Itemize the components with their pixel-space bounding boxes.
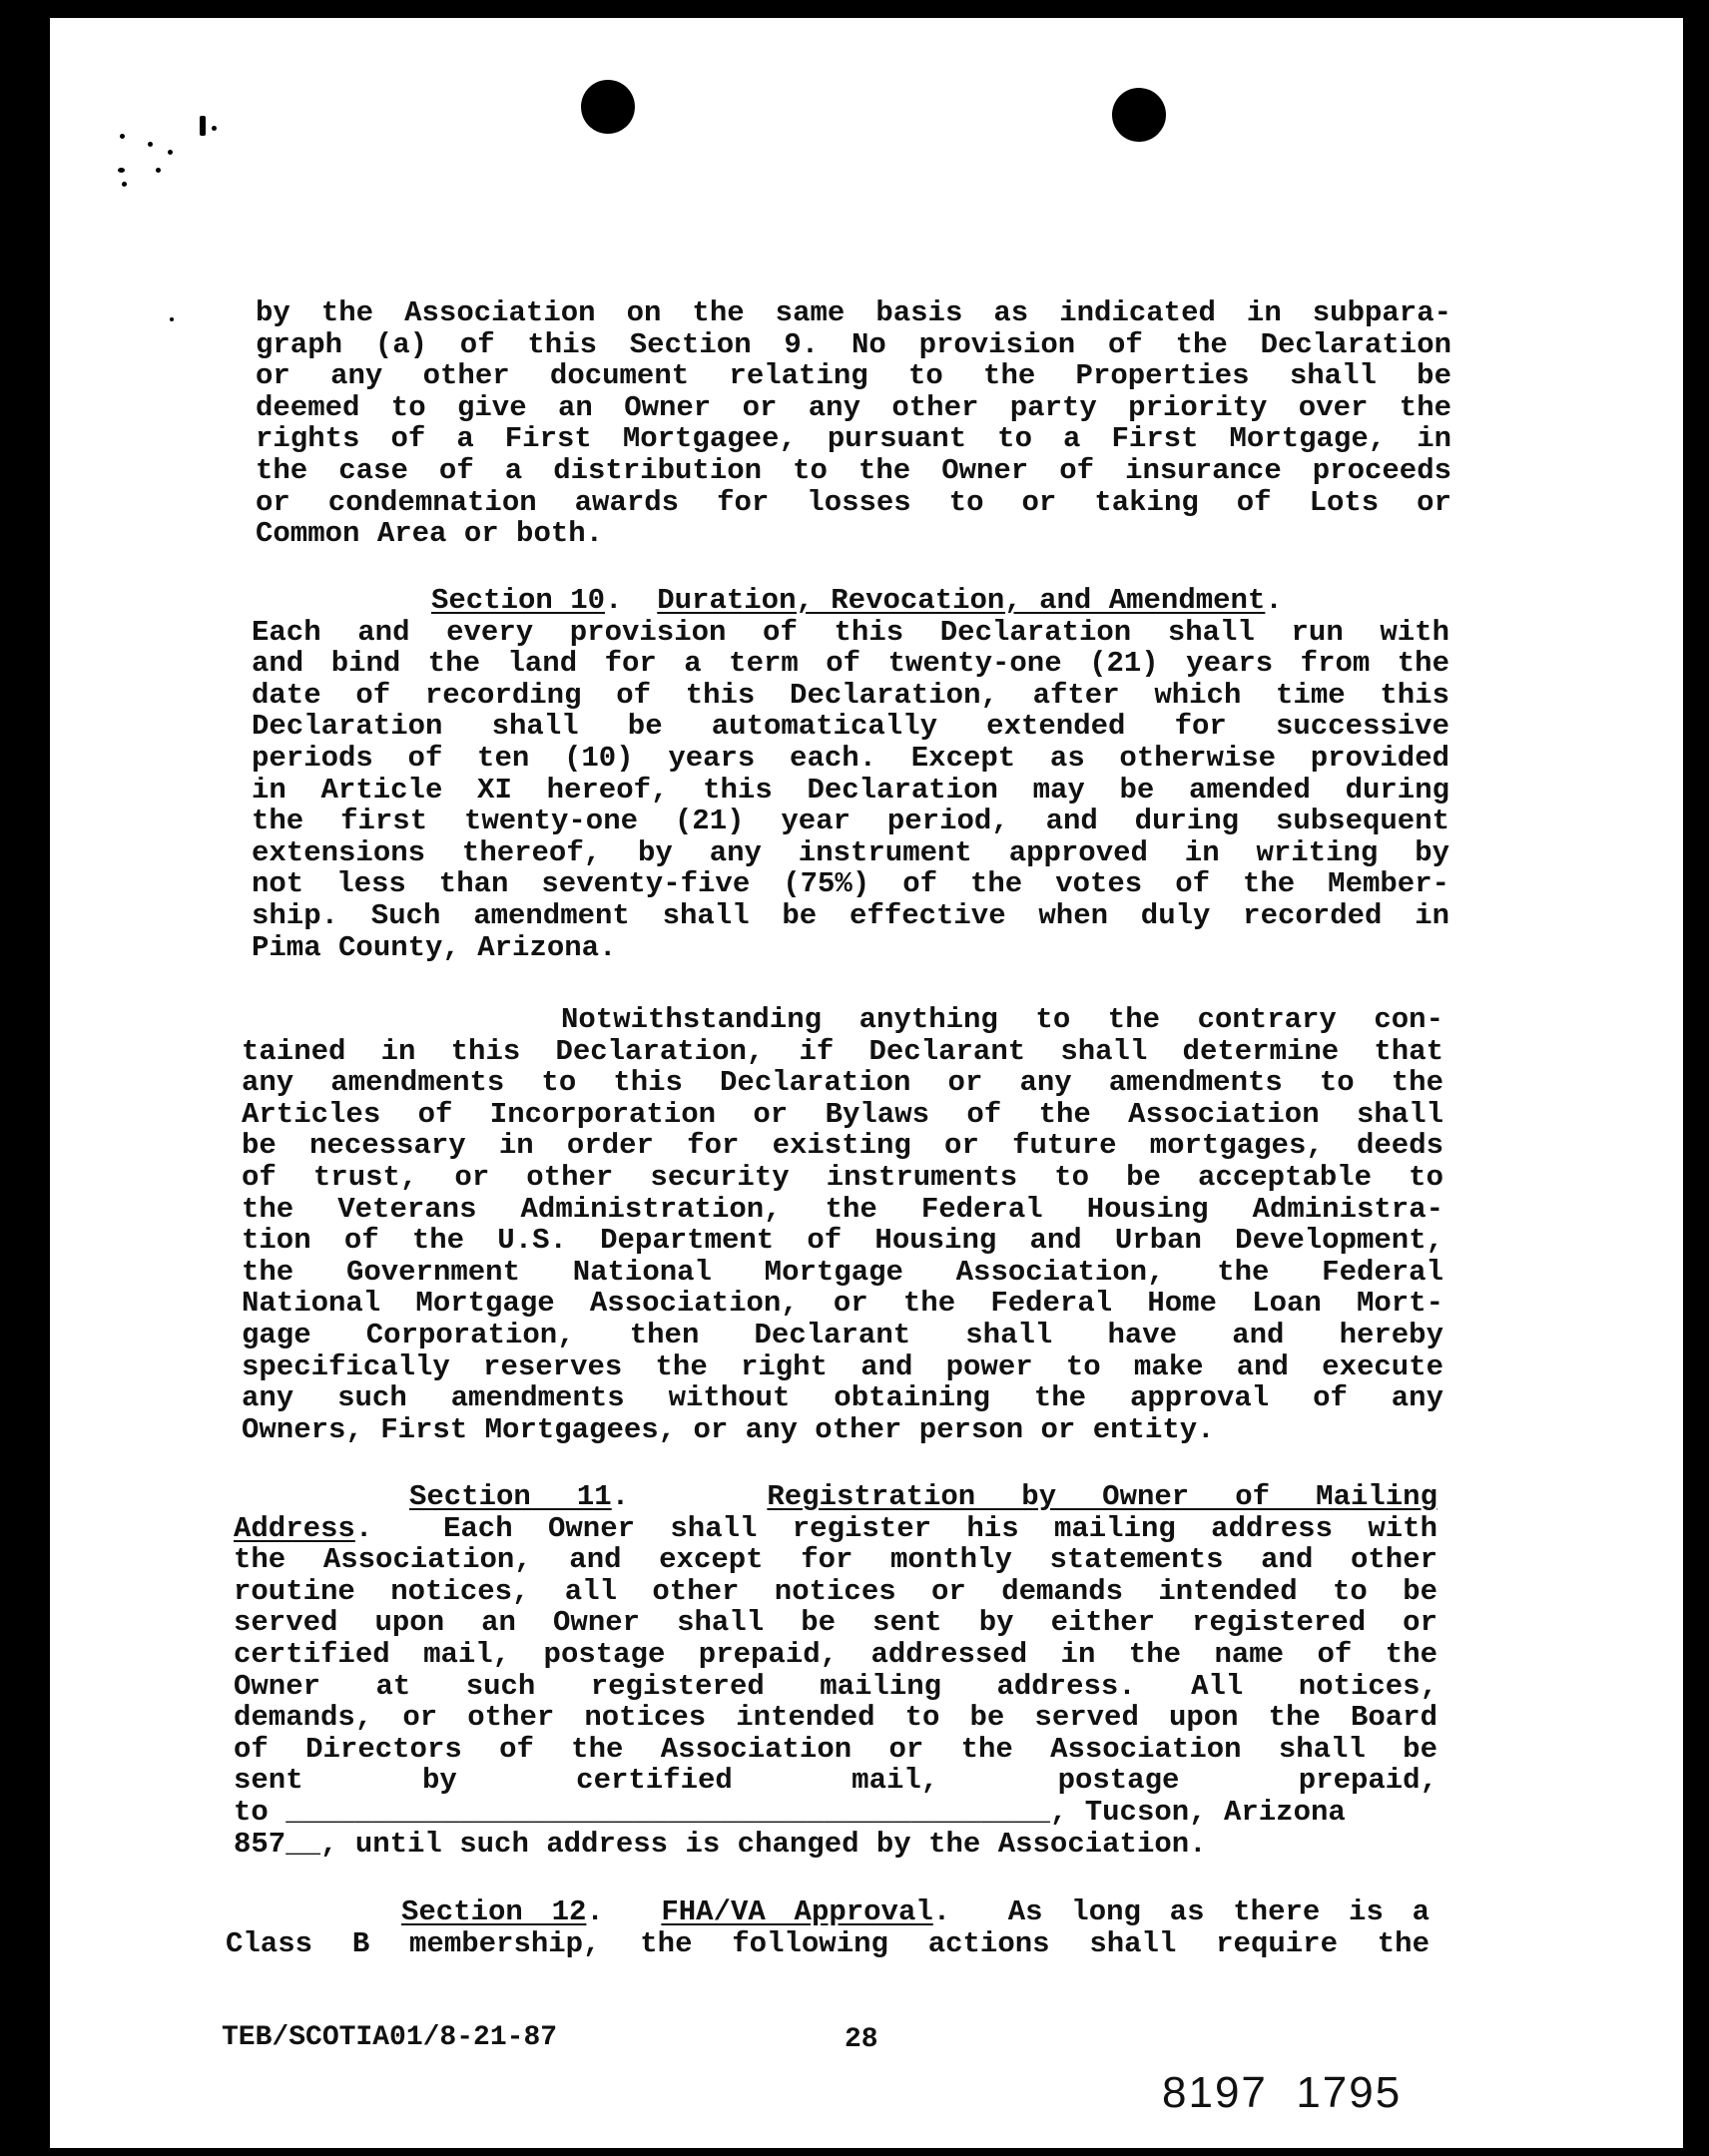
text-line: deemed to give an Owner or any other party priority over the xyxy=(256,390,1451,424)
text-line: Owner at such registered mailing address. All notices, xyxy=(234,1669,1437,1703)
paragraph-section-9-continuation xyxy=(256,297,1451,550)
text-line: the Association, and except for monthly statements and other xyxy=(234,1543,1437,1577)
section-heading-line: Section 11. Registration by Owner of Mailing xyxy=(409,1480,1437,1513)
text-line: graph (a) of this Section 9. No provision of the Declaration xyxy=(256,327,1451,361)
text-line: gage Corporation, then Declarant shall have and hereby xyxy=(242,1318,1443,1351)
punch-hole xyxy=(1112,88,1166,142)
text-line: demands, or other notices intended to be served upon the Board xyxy=(234,1701,1437,1735)
page-number: 28 xyxy=(845,2024,878,2055)
text-line: extensions thereof, by any instrument approved in writing by xyxy=(252,835,1449,869)
text-line: served upon an Owner shall be sent by either registered or xyxy=(234,1606,1437,1640)
text-line: be necessary in order for existing or future mortgages, deeds xyxy=(242,1129,1443,1163)
text-line: Common Area or both. xyxy=(256,517,604,551)
text-line: by the Association on the same basis as indicated in subpara- xyxy=(256,296,1451,329)
text-line: tained in this Declaration, if Declarant shall determine that xyxy=(242,1034,1443,1068)
scan-speck xyxy=(200,116,206,136)
text-line: periods of ten (10) years each. Except as otherwise provided xyxy=(252,741,1449,775)
text-line: 857__, until such address is changed by the Association. xyxy=(234,1827,1207,1861)
text-line: routine notices, all other notices or demands intended to be xyxy=(234,1574,1437,1608)
text-line: Address. Each Owner shall register his mailing address with xyxy=(234,1511,1437,1545)
section-title: Duration, Revocation, and Amendment xyxy=(657,584,1266,617)
text-line: certified mail, postage prepaid, addressed in the name of the xyxy=(234,1637,1437,1671)
punch-hole xyxy=(581,80,635,134)
text-line: of trust, or other security instruments to be acceptable to xyxy=(242,1160,1443,1194)
text-line: rights of a First Mortgagee, pursuant to a First Mortgage, in xyxy=(256,422,1451,456)
scan-speck xyxy=(120,134,125,139)
text-line: date of recording of this Declaration, after which time this xyxy=(252,678,1449,712)
scan-speck xyxy=(148,142,153,147)
section-title: Registration by Owner of Mailing xyxy=(767,1480,1437,1513)
text-line: the Government National Mortgage Association, the Federal xyxy=(242,1255,1443,1289)
document-page xyxy=(50,18,1683,2148)
text-line: not less than seventy-five (75%) of the votes of the Member- xyxy=(252,867,1449,901)
section-title-cont: Address xyxy=(234,1511,355,1545)
text-line: Articles of Incorporation or Bylaws of the Association shall xyxy=(242,1097,1443,1131)
text-line: Each and every provision of this Declaration shall run with xyxy=(252,615,1449,649)
scan-speck xyxy=(118,168,125,173)
text-line: the first twenty-one (21) year period, and during subsequent xyxy=(252,805,1449,838)
scan-speck xyxy=(170,317,174,321)
text-line: any amendments to this Declaration or any amendments to the xyxy=(242,1066,1443,1100)
scan-speck xyxy=(156,168,161,173)
text-line: or condemnation awards for losses to or taking of Lots or xyxy=(256,485,1451,519)
section-title: FHA/VA Approval xyxy=(661,1895,933,1928)
section-heading-line: Section 12. FHA/VA Approval. As long as there is a xyxy=(401,1895,1430,1928)
text-fragment: As long as there is a xyxy=(1007,1895,1430,1928)
scan-speck xyxy=(168,150,173,155)
scan-speck xyxy=(122,182,127,187)
blank-address-line: to ____________________________________________, Tucson, Arizona xyxy=(234,1795,1346,1829)
text-line: Notwithstanding anything to the contrary con- xyxy=(561,1003,1443,1036)
document-id: TEB/SCOTIA01/8-21-87 xyxy=(222,2022,558,2053)
text-line: National Mortgage Association, or the Federal Home Loan Mort- xyxy=(242,1287,1443,1321)
text-line: and bind the land for a term of twenty-one (21) years from the xyxy=(252,647,1449,681)
section-label: Section 12 xyxy=(401,1895,587,1928)
text-line: Pima County, Arizona. xyxy=(252,930,617,964)
text-line: ship. Such amendment shall be effective when duly recorded in xyxy=(252,898,1449,932)
notwithstanding-paragraph xyxy=(242,1004,1443,1445)
text-line: the case of a distribution to the Owner of insurance proceeds xyxy=(256,453,1451,487)
section-label: Section 10 xyxy=(431,584,606,617)
text-line: sent by certified mail, postage prepaid, xyxy=(234,1764,1437,1798)
text-fragment: Each Owner shall register his mailing address with xyxy=(443,1511,1437,1545)
scan-speck xyxy=(212,126,217,131)
text-line: specifically reserves the right and power to make and execute xyxy=(242,1349,1443,1383)
recording-stamp-number: 8197 1795 xyxy=(1162,2068,1403,2117)
section-11-paragraph xyxy=(234,1481,1437,1860)
text-line: Class B membership, the following actions shall require the xyxy=(226,1926,1429,1960)
text-line: in Article XI hereof, this Declaration may be amended during xyxy=(252,773,1449,807)
text-line: or any other document relating to the Properties shall be xyxy=(256,359,1451,393)
text-line: of Directors of the Association or the Association shall be xyxy=(234,1732,1437,1766)
section-heading-line: Section 10. Duration, Revocation, and Amendment. xyxy=(431,584,1283,617)
text-line: any such amendments without obtaining the approval of any xyxy=(242,1381,1443,1415)
text-line: the Veterans Administration, the Federal Housing Administra- xyxy=(242,1192,1443,1226)
text-line: Owners, First Mortgagees, or any other person or entity. xyxy=(242,1412,1215,1446)
section-10-paragraph xyxy=(252,585,1449,963)
text-line: Declaration shall be automatically extended for successive xyxy=(252,710,1449,744)
section-12-paragraph xyxy=(226,1896,1429,1959)
section-label: Section 11 xyxy=(409,1480,612,1513)
text-line: tion of the U.S. Department of Housing and Urban Development, xyxy=(242,1224,1443,1258)
